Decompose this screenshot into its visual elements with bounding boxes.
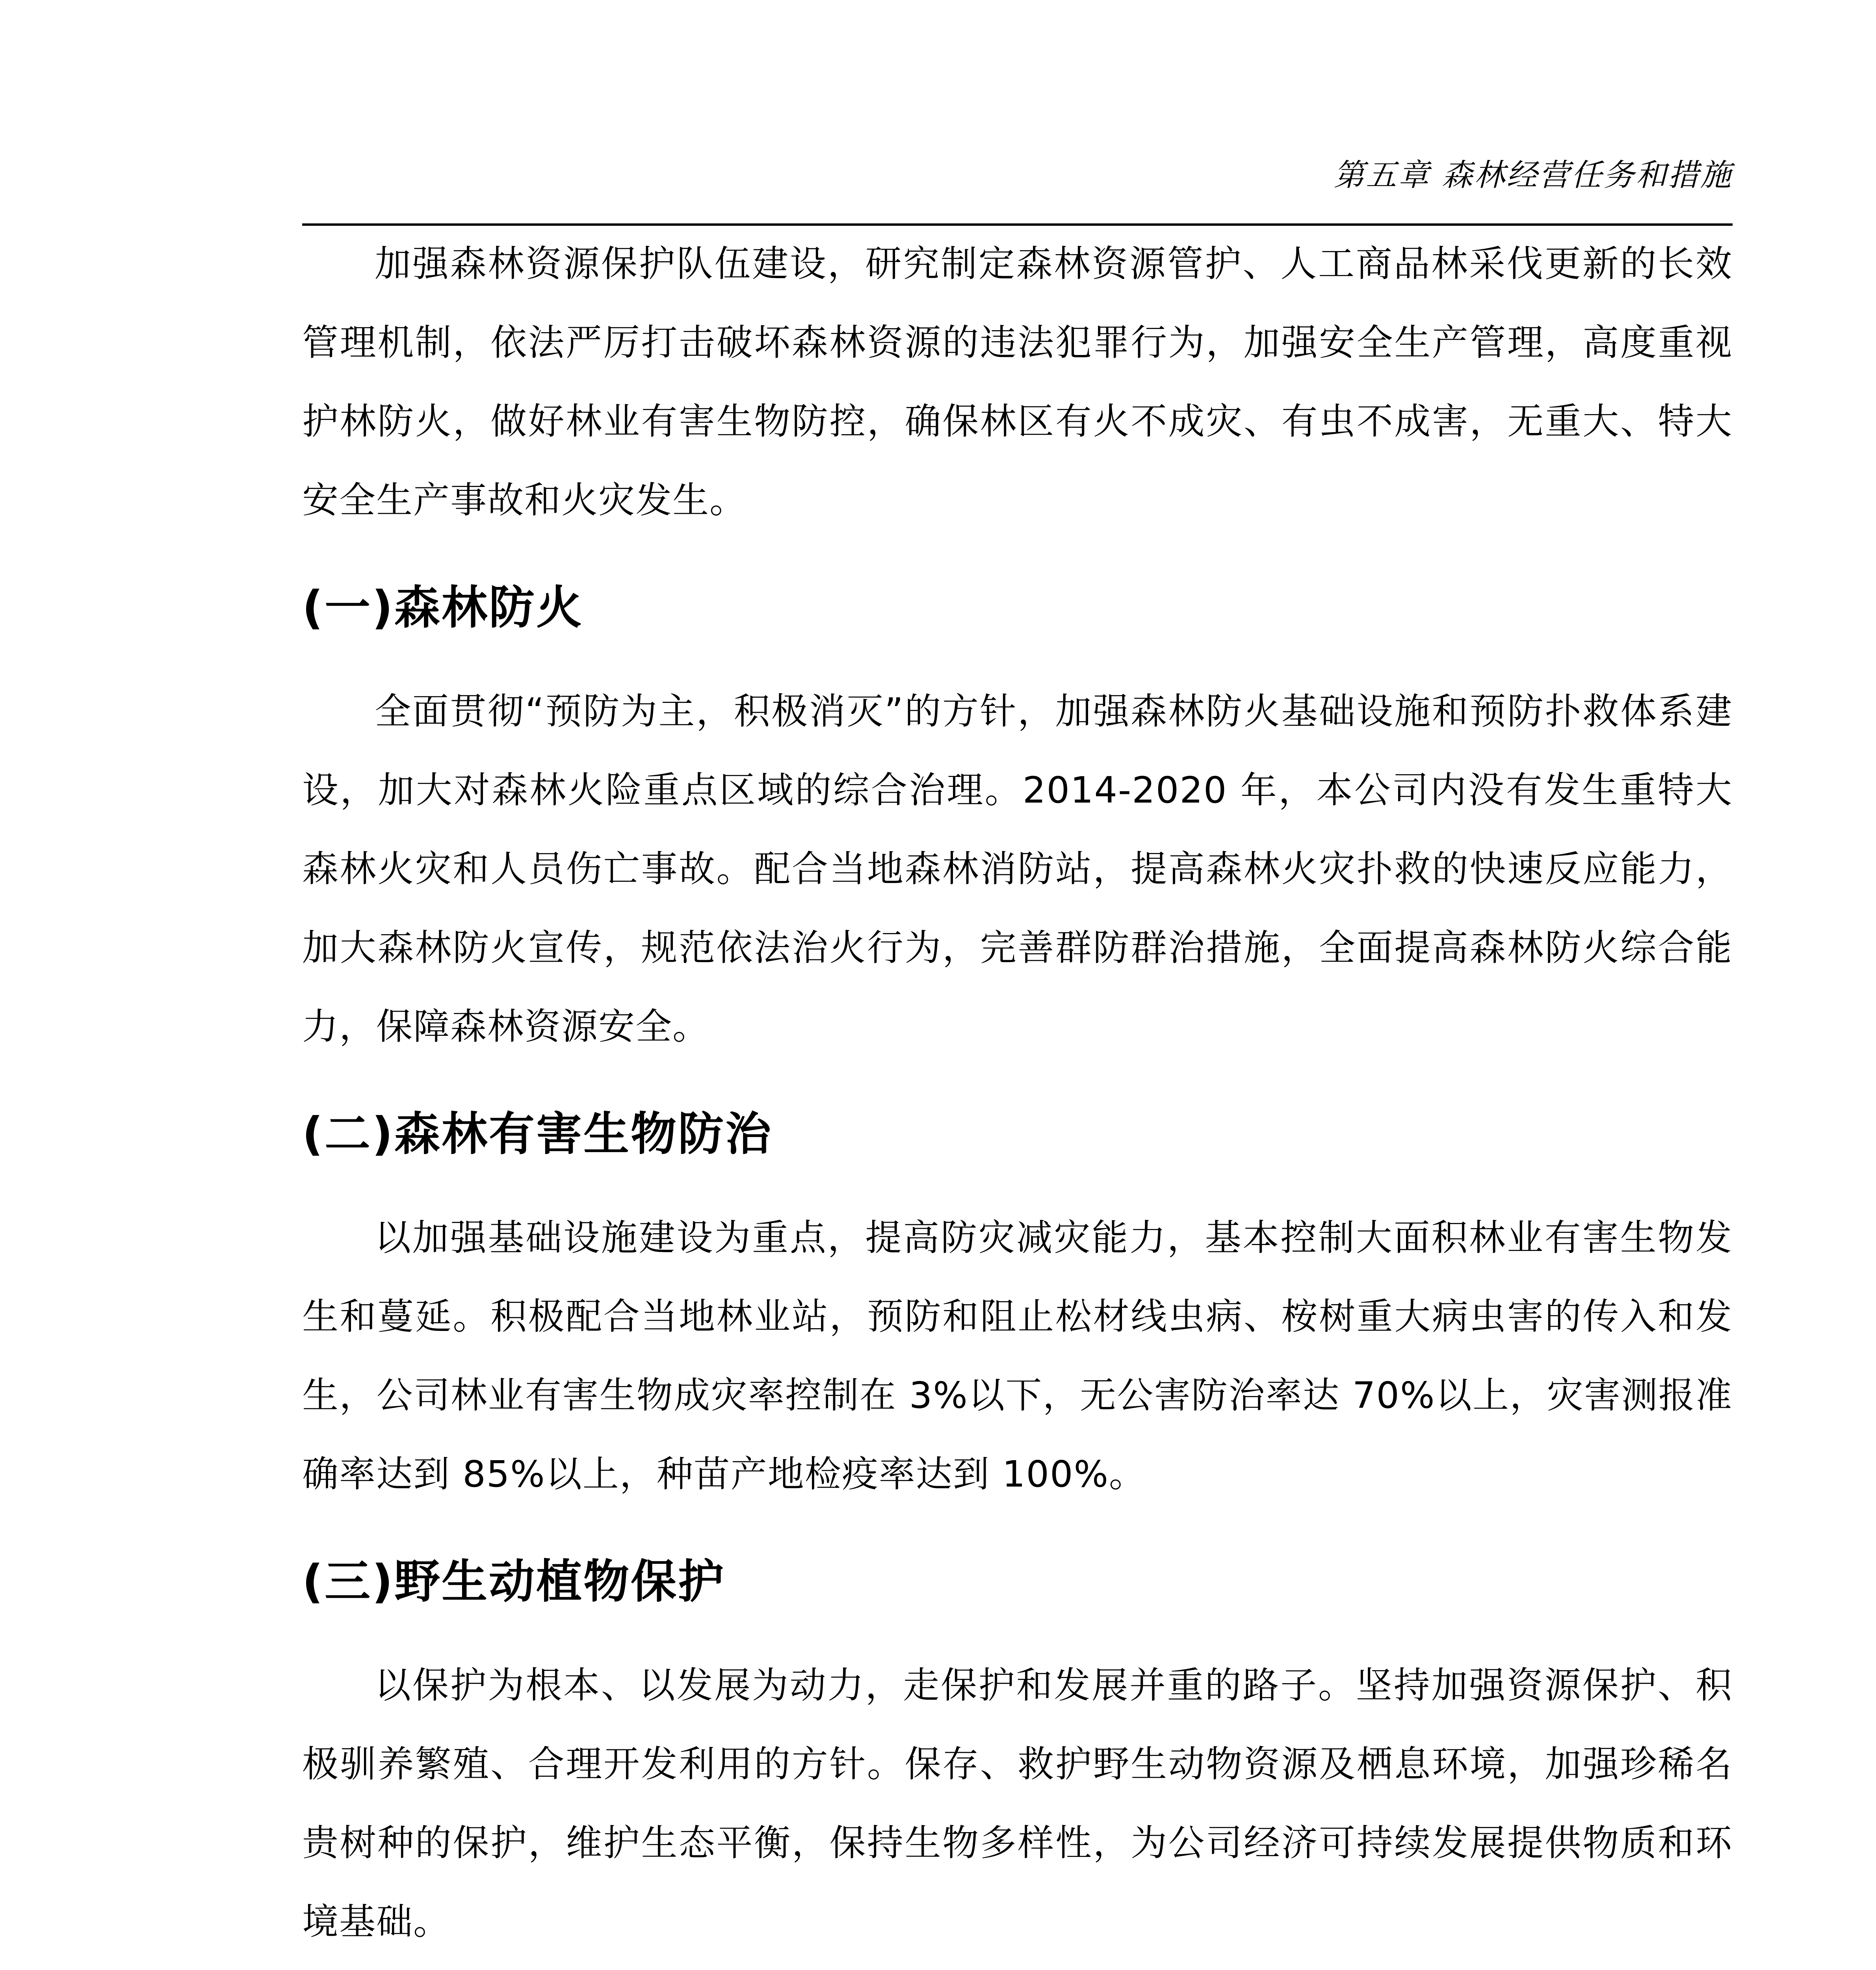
page-content [302,225,1733,1961]
section-paragraph-wildlife-protection: 以保护为根本、以发展为动力，走保护和发展并重的路子。坚持加强资源保护、积极驯养繁殖、合理开发利用的方针。保存、救护野生动物资源及栖息环境，加强珍稀名贵树种的保护，维护生态平衡，保持生物多样性，为公司经济可持续发展提供物质和环境基础。 [302,1664,1733,1943]
section-heading-wildlife-protection: (三)野生动植物保护 [302,1555,726,1608]
running-header: 第五章 森林经营任务和措施 [1334,158,1733,193]
section-paragraph-pest-control: 以加强基础设施建设为重点，提高防灾减灾能力，基本控制大面积林业有害生物发生和蔓延。积极配合当地林业站，预防和阻止松材线虫病、桉树重大病虫害的传入和发生，公司林业有害生物成灾率控制在 3%以下，无公害防治率达 70%以上，灾害测报准确率达到 85%以上，种苗产地检疫率达到 100%。 [302,1217,1733,1495]
section-paragraph-fire-prevention: 全面贯彻“预防为主，积极消灭”的方针，加强森林防火基础设施和预防扑救体系建设，加大对森林火险重点区域的综合治理。2014-2020 年，本公司内没有发生重特大森林火灾和人员伤亡事故。配合当地森林消防站，提高森林火灾扑救的快速反应能力，加大森林防火宣传，规范依法治火行为，完善群防群治措施，全面提高森林防火综合能力，保障森林资源安全。 [302,690,1733,1048]
section-heading-fire-prevention: (一)森林防火 [302,581,584,634]
intro-paragraph: 加强森林资源保护队伍建设，研究制定森林资源管护、人工商品林采伐更新的长效管理机制，依法严厉打击破坏森林资源的违法犯罪行为，加强安全生产管理，高度重视护林防火，做好林业有害生物防控，确保林区有火不成灾、有虫不成害，无重大、特大安全生产事故和火灾发生。 [302,243,1733,521]
section-heading-pest-control: (二)森林有害生物防治 [302,1108,773,1161]
